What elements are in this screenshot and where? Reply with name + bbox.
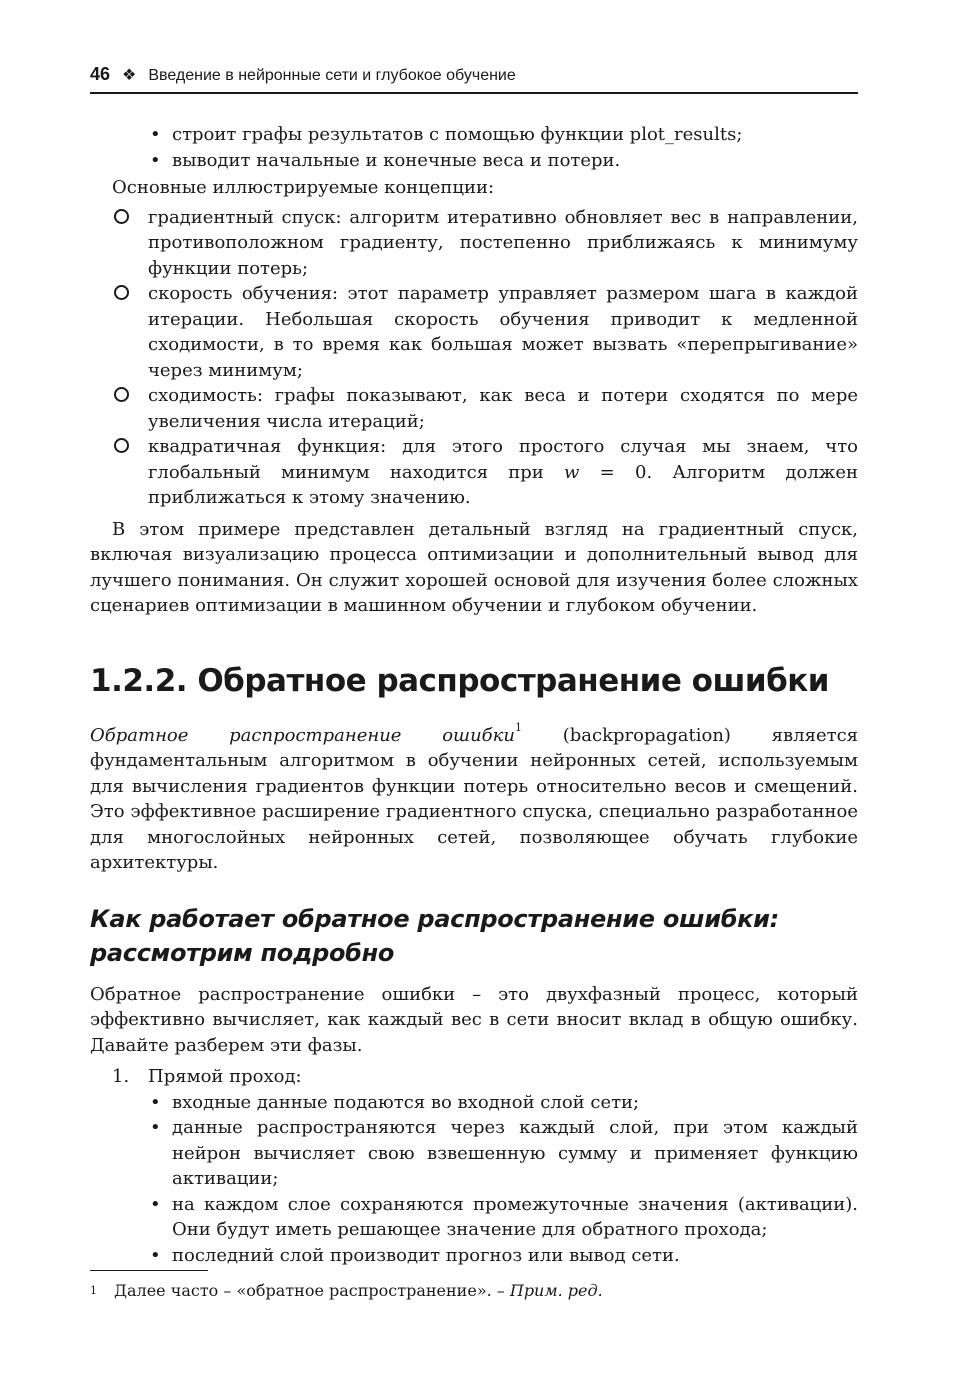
page-number: 46 — [90, 64, 111, 84]
list-item: • данные распространяются через каждый слой, при этом каждый нейрон вычисляет свою взвешенную сумму и применяет функцию активации; — [150, 1117, 858, 1189]
bullet-icon: • — [150, 124, 161, 145]
concepts-list — [90, 205, 858, 511]
list-item: сходимость: графы показывают, как веса и потери сходятся по мере увеличения числа итераций; — [148, 383, 858, 434]
footnote-text: Далее часто – «обратное распространение». – — [114, 1281, 510, 1300]
chapter-title: Введение в нейронные сети и глубокое обучение — [148, 67, 516, 84]
top-bullet-list — [90, 122, 858, 173]
ornament-icon: ❖ — [122, 67, 137, 84]
list-item — [112, 1064, 858, 1268]
bullet-icon: • — [150, 1091, 161, 1113]
subsection-heading: Как работает обратное распространение ошибки: рассмотрим подробно — [90, 904, 779, 967]
concepts-intro: Основные иллюстрируемые концепции: — [112, 177, 495, 198]
footnote-divider — [90, 1270, 208, 1271]
circle-bullet-icon — [114, 209, 129, 224]
list-item-title: Прямой проход: — [148, 1066, 302, 1087]
summary-paragraph: В этом примере представлен детальный взгляд на градиентный спуск, включая визуализацию процесса оптимизации и дополнительный вывод для лучшего понимания. Он служит хорошей основой для изучения более сложных сценариев оптимизации в машинном обучении и глубоком обучении. — [90, 518, 858, 616]
footnote-ref[interactable]: 1 — [515, 720, 523, 734]
list-number: 1. — [112, 1066, 130, 1087]
list-item: • выводит начальные и конечные веса и потери. — [172, 148, 858, 174]
bullet-icon: • — [150, 149, 161, 171]
circle-bullet-icon — [114, 285, 129, 300]
intro-paragraph: Обратное распространение ошибки$^1$ (backpropagation) является фундаментальным алгоритмом в обучении нейронных сетей, используемым для вычисления градиентов функции потерь относительно весов и смещений. Это эффективное расширение градиентного спуска, специально разработанное для многослойных нейронных сетей, позволяющее обучать глубокие архитектуры. — [90, 720, 859, 873]
section-heading: 1.2.2. Обратное распространение ошибки — [90, 662, 830, 699]
circle-bullet-icon — [114, 387, 129, 402]
footnote — [90, 1280, 858, 1302]
bullet-icon: • — [150, 1193, 161, 1215]
circle-bullet-icon — [114, 438, 129, 453]
page-body — [90, 122, 858, 1268]
intro-term: Обратное распространение ошибки — [90, 724, 516, 746]
list-item: • входные данные подаются во входной слой сети; — [172, 1090, 858, 1116]
footnote-mark: 1 — [90, 1284, 97, 1297]
list-item: • на каждом слое сохраняются промежуточные значения (активации). Они будут иметь решающее значение для обратного прохода; — [150, 1193, 858, 1240]
numbered-list — [90, 1064, 858, 1268]
bullet-icon: • — [150, 1117, 161, 1138]
list-item: • строит графы результатов с помощью функции plot_results; — [172, 122, 858, 148]
running-header — [90, 64, 858, 94]
footnote-note: Прим. ред. — [509, 1281, 603, 1300]
list-item: скорость обучения: этот параметр управляет размером шага в каждой итерации. Небольшая скорость обучения приводит к медленной сходимости, в то время как большая может вызвать «перепрыгивание» через минимум; — [148, 281, 858, 383]
phases-paragraph: Обратное распространение ошибки – это двухфазный процесс, который эффективно вычисляет, как каждый вес в сети вносит вклад в общую ошибку. Давайте разберем эти фазы. — [90, 983, 858, 1056]
list-item: квадратичная функция: для этого простого случая мы знаем, что глобальный минимум находится при w = 0. Алгоритм должен приближаться к этому значению. — [148, 434, 858, 511]
variable-w: w — [564, 461, 580, 483]
sub-bullet-list — [148, 1090, 858, 1269]
list-item: • последний слой производит прогноз или вывод сети. — [172, 1243, 858, 1269]
bullet-icon: • — [150, 1244, 161, 1266]
book-page — [90, 64, 858, 1268]
list-item: градиентный спуск: алгоритм итеративно обновляет вес в направлении, противоположном градиенту, постепенно приближаясь к минимуму функции потерь; — [148, 205, 858, 282]
